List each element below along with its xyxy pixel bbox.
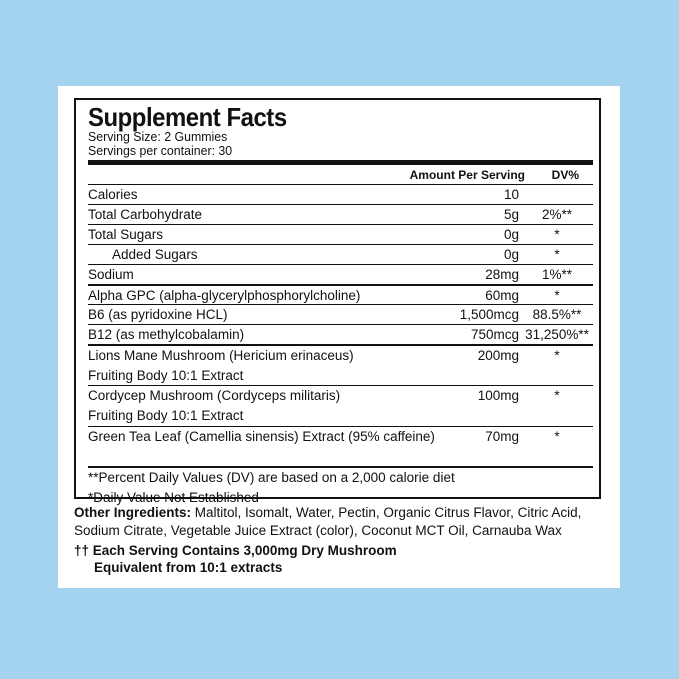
nutrient-name: Added Sugars: [112, 247, 198, 262]
nutrient-amount: 1,500mcg: [459, 307, 519, 322]
nutrient-name: Total Carbohydrate: [88, 207, 203, 222]
dv-header: DV%: [551, 168, 579, 182]
nutrient-amount: 5g: [503, 207, 519, 222]
nutrient-amount: 200mg: [477, 348, 519, 363]
nutrient-dv: 31,250%**: [525, 327, 589, 342]
nutrient-dv: 2%**: [541, 207, 573, 222]
nutrient-name: B6 (as pyridoxine HCL): [88, 307, 228, 322]
table-row: [88, 284, 593, 304]
nutrient-dv: *: [554, 429, 560, 444]
nutrient-amount: 70mg: [485, 429, 519, 444]
nutrient-amount: 28mg: [485, 267, 519, 282]
nutrient-name: B12 (as methylcobalamin): [88, 327, 245, 342]
serving-size: Serving Size: 2 Gummies: [88, 129, 228, 144]
nutrient-name: Green Tea Leaf (Camellia sinensis) Extract (95% caffeine): [88, 429, 435, 444]
nutrient-amount: 750mcg: [470, 327, 519, 342]
supplement-facts-panel: [74, 98, 601, 505]
nutrient-amount: 100mg: [477, 388, 519, 403]
nutrient-amount: 0g: [503, 247, 519, 262]
table-row: [88, 304, 593, 324]
nutrient-amount: 0g: [503, 227, 519, 242]
mushroom-equivalent-note: [74, 542, 397, 576]
nutrient-dv: *: [554, 288, 560, 303]
nutrient-dv: *: [554, 348, 560, 363]
table-row: [88, 184, 593, 204]
other-ingredients-label: Other Ingredients:: [74, 505, 192, 520]
table-row: [88, 264, 593, 284]
servings-per-container: Servings per container: 30: [88, 143, 233, 158]
nutrient-dv: *: [554, 247, 560, 262]
mushroom-note-line2: Equivalent from 10:1 extracts: [94, 560, 283, 575]
nutrient-amount: 60mg: [485, 288, 519, 303]
nutrient-name: Sodium: [88, 267, 134, 282]
nutrient-name: Total Sugars: [88, 227, 164, 242]
footnote-dv: **Percent Daily Values (DV) are based on a 2,000 calorie diet: [88, 470, 455, 485]
table-row: [88, 244, 593, 264]
nutrient-dv: *: [554, 227, 560, 242]
table-row: [88, 344, 593, 385]
nutrient-name-line2: Fruiting Body 10:1 Extract: [88, 408, 244, 423]
nutrient-amount: 10: [503, 187, 519, 202]
footnote-not-established: *Daily Value Not Established: [88, 490, 259, 505]
nutrient-name: Alpha GPC (alpha-glycerylphosphorylcholine): [88, 288, 361, 303]
nutrient-name: Cordycep Mushroom (Cordyceps militaris): [88, 388, 341, 403]
table-row: [88, 204, 593, 224]
amount-header: Amount Per Serving: [409, 168, 525, 182]
panel-title: Supplement Facts: [88, 102, 287, 132]
supplement-label-card: [58, 86, 620, 588]
table-row: [88, 385, 593, 426]
nutrient-name: Lions Mane Mushroom (Hericium erinaceus): [88, 348, 354, 363]
nutrient-name: Calories: [88, 187, 138, 202]
header-divider: [88, 160, 593, 165]
other-ingredients: [74, 504, 614, 540]
table-row: [88, 426, 593, 446]
nutrient-dv: *: [554, 388, 560, 403]
table-row: [88, 324, 593, 344]
other-ingredients-text: Maltitol, Isomalt, Water, Pectin, Organic Citrus Flavor, Citric Acid, Sodium Citrate, Vegetable Juice Extract (color), Coconut MCT Oil, Carnauba Wax: [74, 505, 582, 538]
nutrient-name-line2: Fruiting Body 10:1 Extract: [88, 368, 244, 383]
nutrient-dv: 1%**: [541, 267, 573, 282]
mushroom-note-line1: †† Each Serving Contains 3,000mg Dry Mushroom: [74, 543, 397, 558]
table-row: [88, 224, 593, 244]
nutrient-dv: 88.5%**: [532, 307, 582, 322]
nutrient-table: [88, 184, 593, 446]
